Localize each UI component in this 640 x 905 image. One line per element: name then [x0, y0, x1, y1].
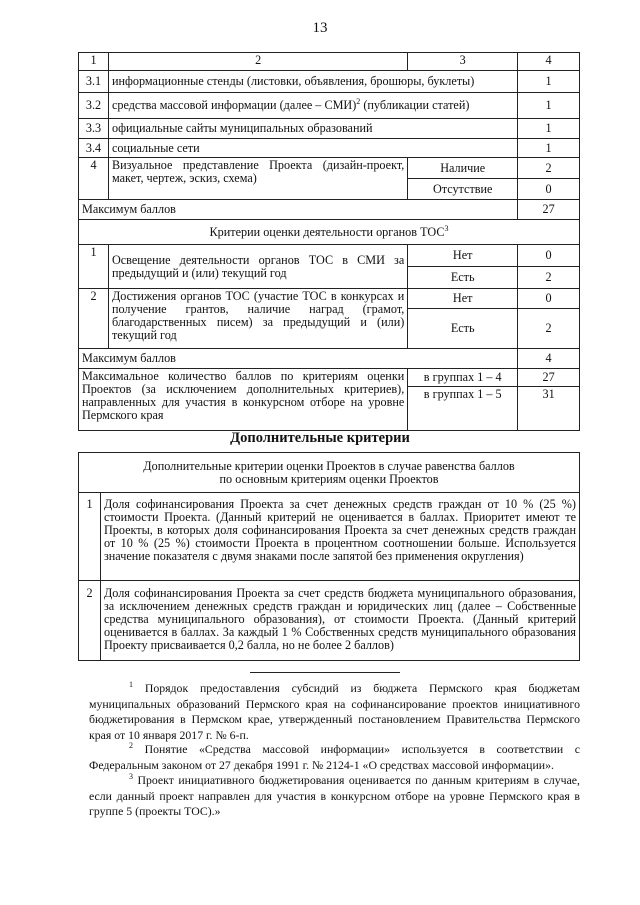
row-text: Доля софинансирования Проекта за счет денежных средств граждан от 10 % (25 %) стоимости Проекта. (Данный критерий не оценивается в баллах. Приоритет имеют те Проекты, в которых доля софинансирования Проекта за счет денежных средств граждан от 10 % (25 %) стоимости Проекта в процентном соотношении больше. Используется значение показателя с двумя знаками после запятой без применения округления)	[100, 493, 579, 581]
row-text: Достижения органов ТОС (участие ТОС в конкурсах и получение грантов, наличие наград (грамот, благодарственных писем) за предыдущий и (или) текущий год	[108, 289, 407, 349]
option-cell: Есть	[408, 267, 518, 289]
row-number: 3.4	[79, 139, 109, 158]
additional-criteria-table	[78, 452, 580, 661]
group-cell: в группах 1 – 5	[408, 387, 518, 431]
row-number: 3.2	[79, 93, 109, 119]
table-row	[79, 581, 580, 661]
row-score: 0	[518, 245, 580, 267]
row-score: 0	[518, 179, 580, 200]
table-row	[79, 493, 580, 581]
header-cell: 2	[108, 53, 407, 71]
page-number: 13	[312, 20, 328, 36]
total-text: Максимальное количество баллов по критериям оценки Проектов (за исключением дополнительных критериев), направленных для участия в конкурсном отборе на уровне Пермского края	[79, 369, 408, 431]
row-text: Освещение деятельности органов ТОС в СМИ за предыдущий и (или) текущий год	[108, 245, 407, 289]
footnote-2: $^2$ Понятие «Средства массовой информации» используется в соответствии с Федеральным законом от 27 декабря 1991 г. № 2124-1 «О средствах массовой информации».	[89, 741, 580, 772]
table-header-row	[79, 53, 580, 71]
max-score-label: Максимум баллов	[79, 200, 518, 220]
table-header-row	[79, 453, 580, 493]
table-row	[79, 119, 580, 139]
max-score-row	[79, 349, 580, 369]
row-number: 2	[79, 581, 101, 661]
row-number: 2	[79, 289, 109, 349]
row-text: информационные стенды (листовки, объявления, брошюры, буклеты)	[108, 71, 517, 93]
max-score-label: Максимум баллов	[79, 349, 518, 369]
additional-criteria-heading: Дополнительные критерии	[230, 430, 410, 446]
group-cell: в группах 1 – 4	[408, 369, 518, 387]
row-number: 1	[79, 493, 101, 581]
footnote-separator	[250, 672, 400, 673]
criteria-table	[78, 52, 580, 431]
option-cell: Наличие	[408, 158, 518, 179]
row-score: 2	[518, 158, 580, 179]
tos-header: Критерии оценки деятельности органов ТОС$^3$	[79, 220, 580, 245]
row-number: 3.1	[79, 71, 109, 93]
row-text: Визуальное представление Проекта (дизайн-проект, макет, чертеж, эскиз, схема)	[108, 158, 407, 200]
option-cell: Есть	[408, 309, 518, 349]
row-number: 1	[79, 245, 109, 289]
row-score: 1	[518, 139, 580, 158]
option-cell: Нет	[408, 289, 518, 309]
table-row	[79, 139, 580, 158]
row-score: 1	[518, 93, 580, 119]
option-cell: Отсутствие	[408, 179, 518, 200]
option-cell: Нет	[408, 245, 518, 267]
max-score-row	[79, 200, 580, 220]
header-cell: 1	[79, 53, 109, 71]
row-score: 2	[518, 309, 580, 349]
table-row	[79, 289, 580, 309]
row-number: 4	[79, 158, 109, 200]
table-row	[79, 158, 580, 179]
header-cell: 3	[408, 53, 518, 71]
row-score: 1	[518, 119, 580, 139]
footnote-1: $^1$ Порядок предоставления субсидий из бюджета Пермского края бюджетам муниципальных образований Пермского края на софинансирование проектов инициативного бюджетирования в Пермском крае, утвержденный постановлением Правительства Пермского края от 10 января 2017 г. № 6-п.	[89, 680, 580, 742]
footnote-3: $^3$ Проект инициативного бюджетирования оценивается по данным критериям в случае, если данный проект направлен для участия в конкурсном отборе на уровне Пермского края в группе 5 (проекты ТОС).»	[89, 772, 580, 818]
row-text: официальные сайты муниципальных образований	[108, 119, 517, 139]
row-text: средства массовой информации (далее – СМИ)$^2$ (публикации статей)	[108, 93, 517, 119]
max-score-value: 27	[518, 200, 580, 220]
max-score-value: 4	[518, 349, 580, 369]
table-row	[79, 93, 580, 119]
group-score: 31	[518, 387, 580, 431]
table-row	[79, 71, 580, 93]
row-number: 3.3	[79, 119, 109, 139]
row-text: социальные сети	[108, 139, 517, 158]
row-score: 2	[518, 267, 580, 289]
row-text: Доля софинансирования Проекта за счет средств бюджета муниципального образования, за исключением денежных средств граждан и юридических лиц (далее – Собственные средства муниципального образования), от стоимости Проекта. (Данный критерий оценивается в баллах. За каждый 1 % Собственных средств муниципального образования Проекту присваивается 0,2 балла, но не более 2 баллов)	[100, 581, 579, 661]
row-score: 0	[518, 289, 580, 309]
header-cell: 4	[518, 53, 580, 71]
additional-table-header: Дополнительные критерии оценки Проектов в случае равенства баллов по основным критериям оценки Проектов	[79, 453, 580, 493]
group-score: 27	[518, 369, 580, 387]
row-score: 1	[518, 71, 580, 93]
table-row	[79, 245, 580, 267]
tos-header-row	[79, 220, 580, 245]
total-row	[79, 369, 580, 387]
